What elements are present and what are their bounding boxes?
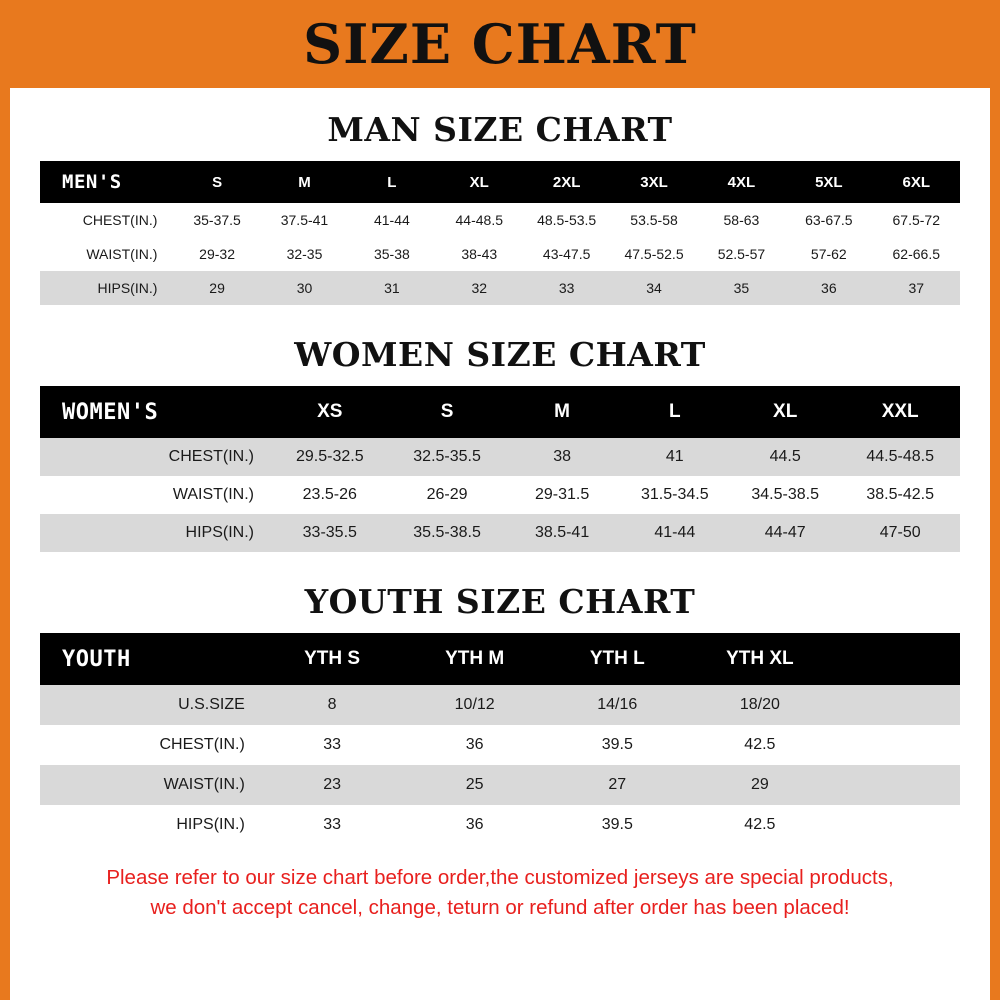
- men-cell: 58-63: [698, 203, 785, 237]
- men-cell: 32: [436, 271, 523, 305]
- youth-cell: 10/12: [403, 685, 546, 725]
- youth-cell: 8: [261, 685, 404, 725]
- men-cell: 47.5-52.5: [610, 237, 697, 271]
- spacer: [10, 88, 990, 110]
- women-header-label: WOMEN'S: [40, 386, 270, 438]
- order-policy-note: [10, 863, 990, 922]
- note-line-1: Please refer to our size chart before order,the customized jerseys are special products,: [106, 866, 894, 889]
- women-row-label: HIPS(IN.): [40, 514, 270, 552]
- men-header-cell: 6XL: [873, 161, 960, 203]
- men-header-cell: 3XL: [610, 161, 697, 203]
- table-header-row: [40, 633, 960, 685]
- men-cell: 57-62: [785, 237, 872, 271]
- men-header-cell: 5XL: [785, 161, 872, 203]
- spacer: [10, 374, 990, 386]
- youth-cell: 39.5: [546, 805, 689, 845]
- youth-header-cell: YTH XL: [689, 633, 832, 685]
- women-cell: 41-44: [620, 514, 730, 552]
- youth-header-cell: YTH M: [403, 633, 546, 685]
- page-banner: [0, 0, 1000, 88]
- youth-cell: 33: [261, 725, 404, 765]
- men-cell: 37: [873, 271, 960, 305]
- men-row-label: WAIST(IN.): [40, 237, 173, 271]
- youth-cell: 39.5: [546, 725, 689, 765]
- youth-cell: [831, 685, 960, 725]
- women-cell: 31.5-34.5: [620, 476, 730, 514]
- women-cell: 38: [505, 438, 620, 476]
- table-header-row: [40, 161, 960, 203]
- men-header-cell: 2XL: [523, 161, 610, 203]
- women-header-cell: XXL: [840, 386, 960, 438]
- table-row: [40, 685, 960, 725]
- spacer: [10, 305, 990, 335]
- youth-section-title: YOUTH SIZE CHART: [304, 582, 696, 621]
- men-chart-wrap: [10, 161, 990, 305]
- table-row: [40, 514, 960, 552]
- women-cell: 38.5-42.5: [840, 476, 960, 514]
- men-row-label: CHEST(IN.): [40, 203, 173, 237]
- table-row: [40, 237, 960, 271]
- men-header-cell: S: [173, 161, 260, 203]
- men-cell: 48.5-53.5: [523, 203, 610, 237]
- women-size-table: [40, 386, 960, 552]
- men-cell: 41-44: [348, 203, 435, 237]
- women-cell: 23.5-26: [270, 476, 390, 514]
- spacer: [10, 149, 990, 161]
- table-header-row: [40, 386, 960, 438]
- men-cell: 31: [348, 271, 435, 305]
- spacer: [10, 552, 990, 582]
- table-row: [40, 203, 960, 237]
- women-header-cell: XL: [730, 386, 840, 438]
- women-cell: 34.5-38.5: [730, 476, 840, 514]
- youth-size-table: [40, 633, 960, 845]
- youth-row-label: WAIST(IN.): [40, 765, 261, 805]
- women-header-cell: M: [505, 386, 620, 438]
- youth-cell: 23: [261, 765, 404, 805]
- women-cell: 38.5-41: [505, 514, 620, 552]
- men-cell: 35-37.5: [173, 203, 260, 237]
- women-header-cell: XS: [270, 386, 390, 438]
- men-header-cell: 4XL: [698, 161, 785, 203]
- youth-cell: 36: [403, 725, 546, 765]
- women-cell: 44.5: [730, 438, 840, 476]
- men-cell: 29-32: [173, 237, 260, 271]
- men-header-cell: XL: [436, 161, 523, 203]
- women-cell: 47-50: [840, 514, 960, 552]
- men-cell: 62-66.5: [873, 237, 960, 271]
- men-header-cell: L: [348, 161, 435, 203]
- women-row-label: WAIST(IN.): [40, 476, 270, 514]
- women-cell: 29-31.5: [505, 476, 620, 514]
- youth-cell: [831, 725, 960, 765]
- table-row: [40, 805, 960, 845]
- women-cell: 29.5-32.5: [270, 438, 390, 476]
- men-cell: 35: [698, 271, 785, 305]
- youth-row-label: CHEST(IN.): [40, 725, 261, 765]
- women-cell: 41: [620, 438, 730, 476]
- youth-cell: [831, 805, 960, 845]
- table-row: [40, 476, 960, 514]
- note-line-2: we don't accept cancel, change, teturn or refund after order has been placed!: [150, 895, 850, 919]
- men-row-label: HIPS(IN.): [40, 271, 173, 305]
- youth-cell: 29: [689, 765, 832, 805]
- page-title: SIZE CHART: [303, 12, 697, 76]
- men-cell: 34: [610, 271, 697, 305]
- women-cell: 26-29: [390, 476, 505, 514]
- women-header-cell: L: [620, 386, 730, 438]
- men-cell: 36: [785, 271, 872, 305]
- men-cell: 33: [523, 271, 610, 305]
- youth-cell: 18/20: [689, 685, 832, 725]
- men-cell: 67.5-72: [873, 203, 960, 237]
- youth-cell: 33: [261, 805, 404, 845]
- men-header-label: MEN'S: [40, 161, 173, 203]
- women-row-label: CHEST(IN.): [40, 438, 270, 476]
- women-header-cell: S: [390, 386, 505, 438]
- youth-cell: [831, 765, 960, 805]
- women-cell: 44.5-48.5: [840, 438, 960, 476]
- men-section-title: MAN SIZE CHART: [327, 110, 673, 149]
- table-row: [40, 725, 960, 765]
- women-cell: 44-47: [730, 514, 840, 552]
- table-row: [40, 271, 960, 305]
- youth-header-cell: YTH L: [546, 633, 689, 685]
- men-cell: 30: [261, 271, 348, 305]
- men-size-table: [40, 161, 960, 305]
- women-cell: 33-35.5: [270, 514, 390, 552]
- men-cell: 53.5-58: [610, 203, 697, 237]
- youth-cell: 14/16: [546, 685, 689, 725]
- men-cell: 37.5-41: [261, 203, 348, 237]
- youth-cell: 42.5: [689, 805, 832, 845]
- women-section-title: WOMEN SIZE CHART: [294, 335, 706, 374]
- men-cell: 43-47.5: [523, 237, 610, 271]
- men-cell: 29: [173, 271, 260, 305]
- men-cell: 38-43: [436, 237, 523, 271]
- men-header-cell: M: [261, 161, 348, 203]
- women-cell: 35.5-38.5: [390, 514, 505, 552]
- youth-header-cell: YTH S: [261, 633, 404, 685]
- men-cell: 35-38: [348, 237, 435, 271]
- youth-chart-wrap: [10, 633, 990, 845]
- youth-cell: 42.5: [689, 725, 832, 765]
- youth-cell: 25: [403, 765, 546, 805]
- youth-row-label: HIPS(IN.): [40, 805, 261, 845]
- table-row: [40, 765, 960, 805]
- women-chart-wrap: [10, 386, 990, 552]
- men-cell: 63-67.5: [785, 203, 872, 237]
- youth-cell: 27: [546, 765, 689, 805]
- youth-header-label: YOUTH: [40, 633, 261, 685]
- men-cell: 32-35: [261, 237, 348, 271]
- youth-cell: 36: [403, 805, 546, 845]
- women-cell: 32.5-35.5: [390, 438, 505, 476]
- spacer: [10, 621, 990, 633]
- men-cell: 52.5-57: [698, 237, 785, 271]
- youth-row-label: U.S.SIZE: [40, 685, 261, 725]
- table-row: [40, 438, 960, 476]
- youth-header-cell: [831, 633, 960, 685]
- men-cell: 44-48.5: [436, 203, 523, 237]
